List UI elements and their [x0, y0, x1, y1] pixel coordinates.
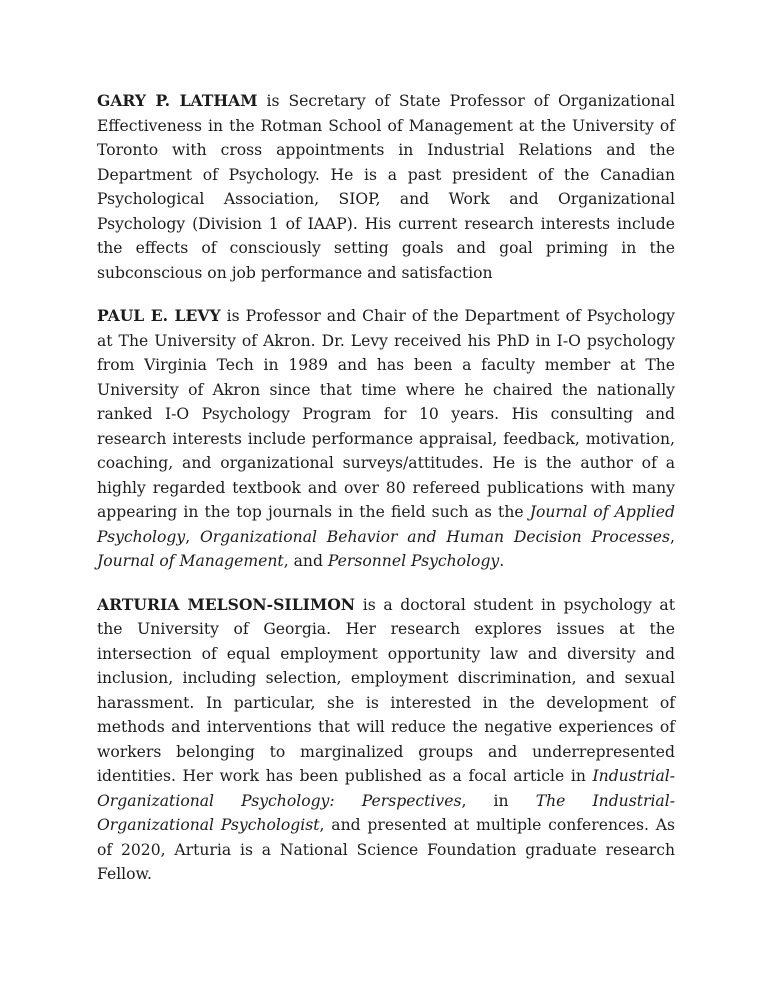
- journal-title: Industrial-Organizational Psychology: Perspectives: [97, 767, 675, 810]
- separator: ,: [670, 527, 675, 546]
- journal-title: Organizational Behavior and Human Decision Processes: [199, 527, 671, 546]
- bio-arturia-melson-silimon: [97, 593, 675, 887]
- bio-paul-levy: [97, 304, 675, 574]
- bio-name: PAUL E. LEVY: [97, 306, 221, 325]
- bio-name: ARTURIA MELSON-SILIMON: [97, 594, 356, 614]
- separator: ,: [185, 527, 200, 546]
- journal-title: Journal of Management: [97, 552, 284, 570]
- separator: , in: [461, 791, 536, 810]
- bio-text: is Secretary of State Professor of Organizational Effectiveness in the Rotman School of Management at the University of Toronto with cross appointments in Industrial Relations and the Department of Psychology. He is a past president of the Canadian Psychological Association, SIOP, and Work and Organizational Psychology (Division 1 of IAAP). His current research interests include the effects of consciously setting goals and goal priming in the subconscious on job performance and satisfaction: [97, 92, 675, 282]
- separator: , and: [283, 552, 328, 570]
- bio-gary-latham: [97, 89, 675, 285]
- journal-title: The Industrial-Organizational Psychologist: [97, 791, 675, 834]
- journal-title: Personnel Psychology: [327, 552, 500, 570]
- journal-title: Journal of Applied Psychology: [97, 503, 676, 546]
- bio-text: is a doctoral student in psychology at the University of Georgia. Her research explores issues at the intersection of equal employment opportunity law and diversity and inclusion, including selection, employment discrimination, and sexual harassment. In particular, she is interested in the development of methods and interventions that will reduce the negative experiences of workers belonging to marginalized groups and underrepresented identities. Her work has been published as a focal article in: [97, 595, 675, 785]
- bio-text: , and presented at multiple conferences. As of 2020, Arturia is a National Science Foundation graduate research Fellow.: [97, 816, 676, 883]
- period: .: [499, 552, 505, 570]
- bio-name: GARY P. LATHAM: [97, 91, 258, 110]
- bio-page: [97, 89, 675, 906]
- bio-text: is Professor and Chair of the Department of Psychology at The University of Akron. Dr. Levy received his PhD in I-O psychology from Virginia Tech in 1989 and has been a faculty member at The University of Akron since that time where he chaired the nationally ranked I-O Psychology Program for 10 years. His consulting and research interests include performance appraisal, feedback, motivation, coaching, and organizational surveys/attitudes. He is the author of a highly regarded textbook and over 80 refereed publications with many appearing in the top journals in the field such as the: [97, 307, 675, 521]
